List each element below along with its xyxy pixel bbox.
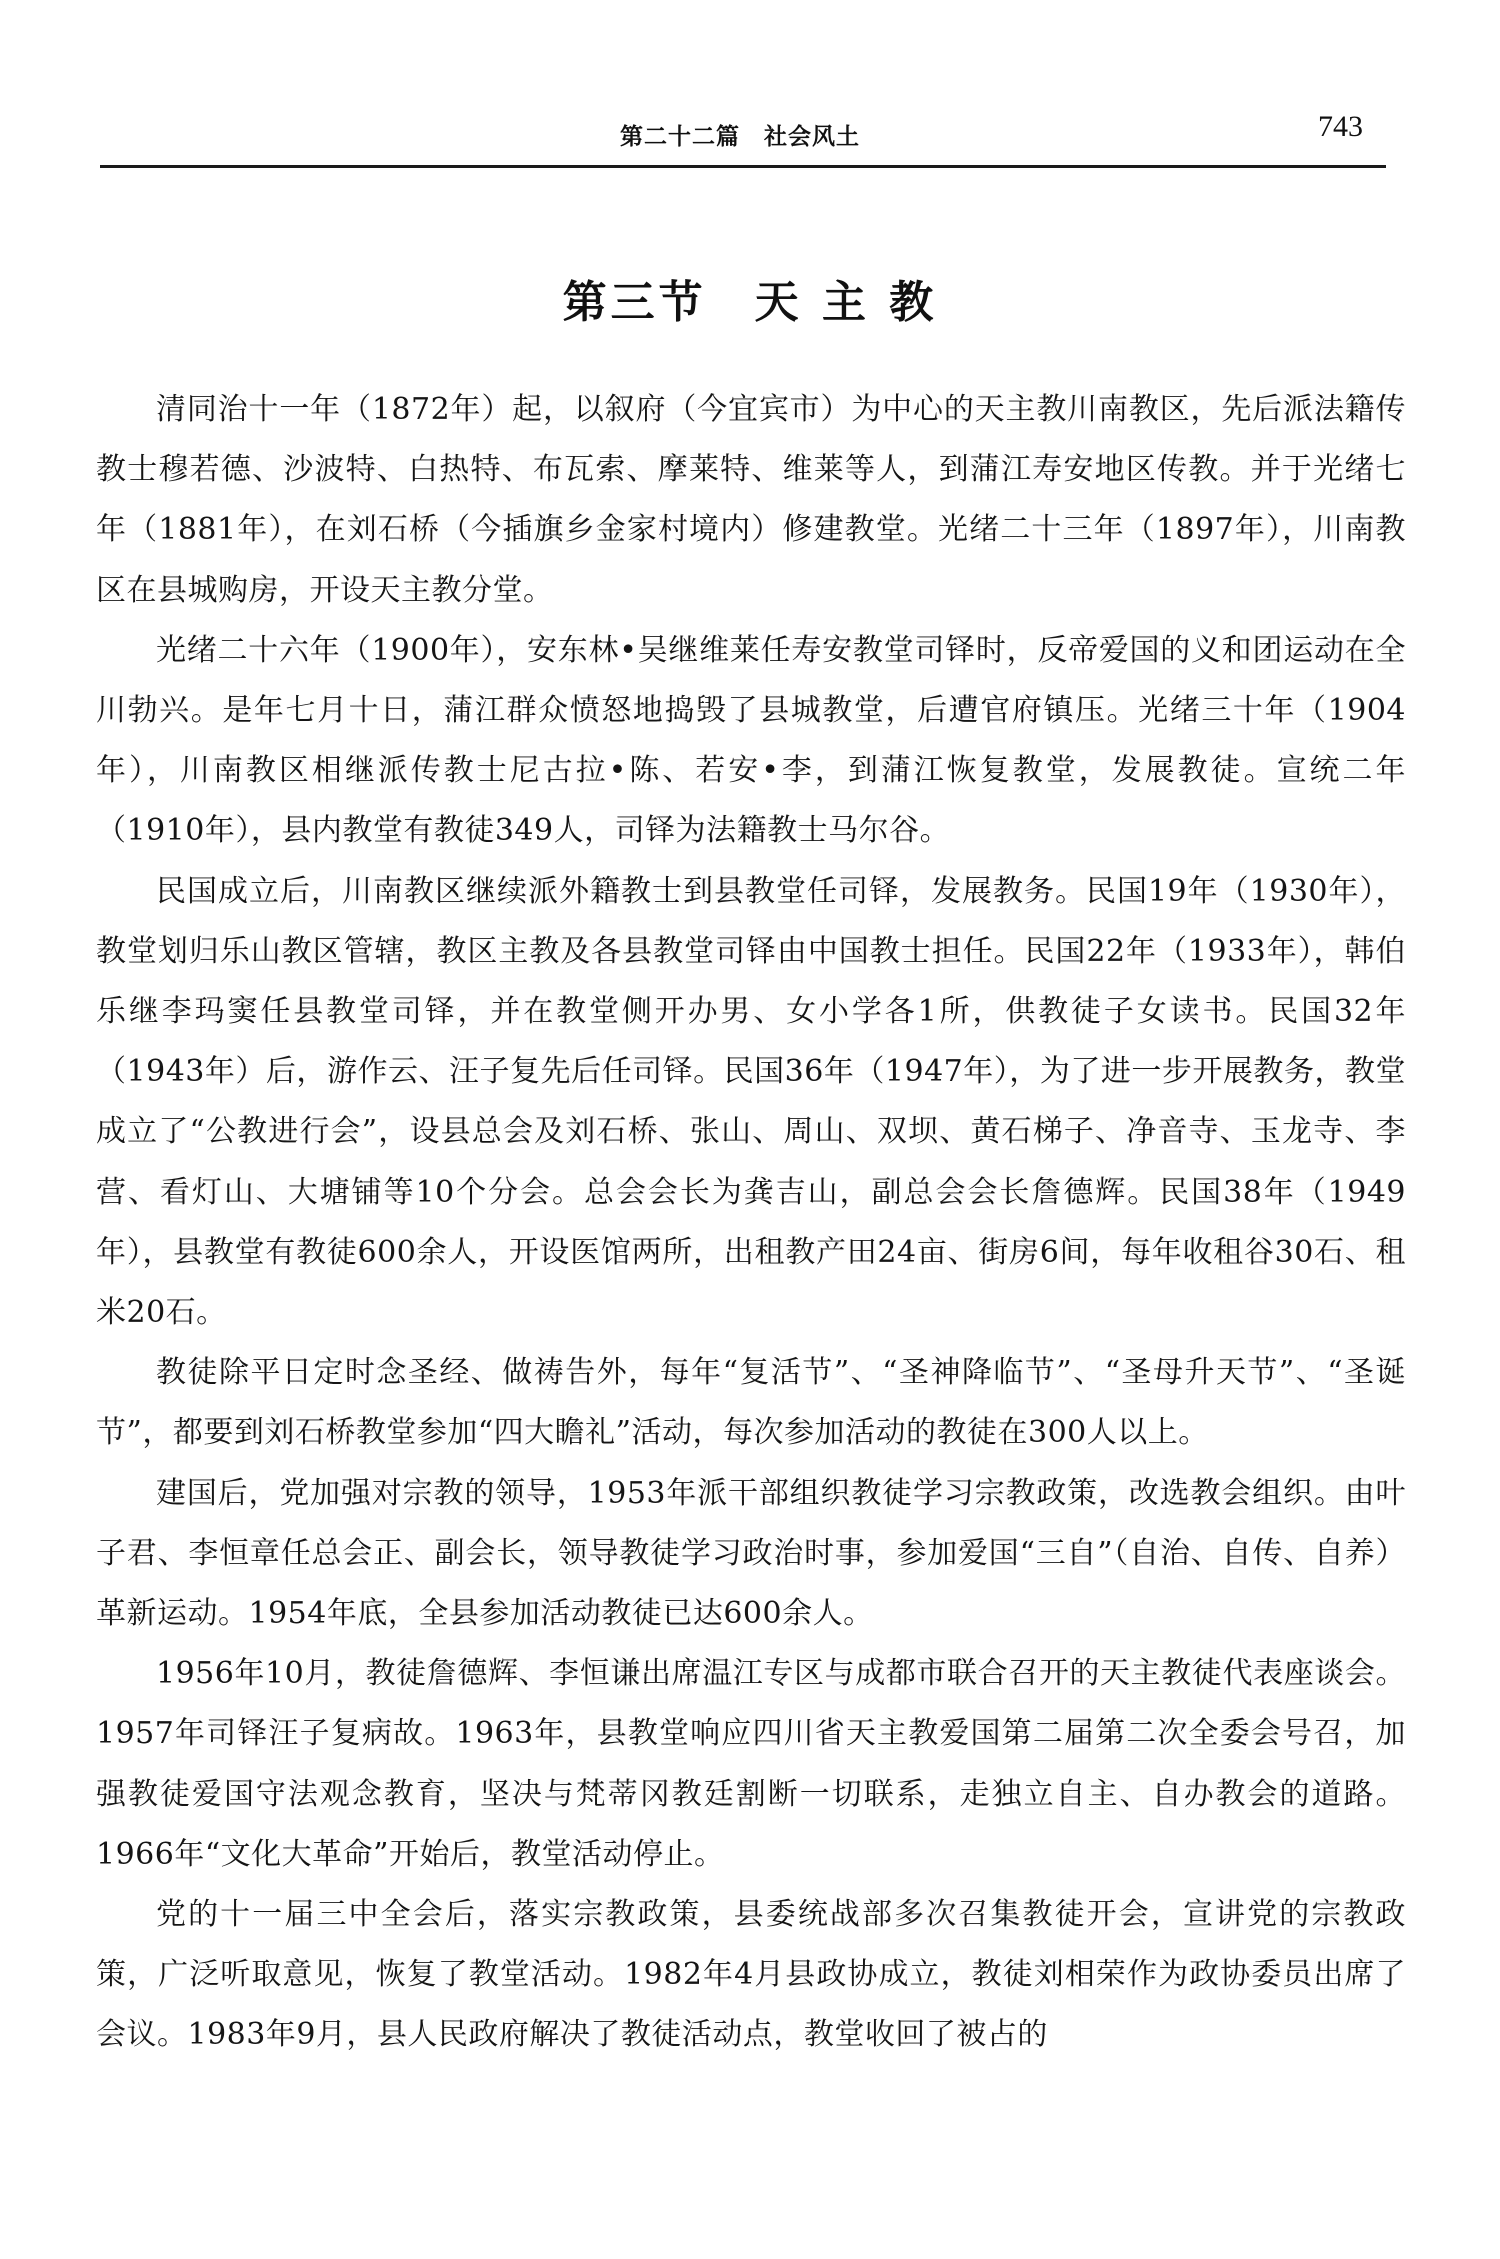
paragraph: 光绪二十六年（1900年），安东林•吴继维莱任寿安教堂司铎时，反帝爱国的义和团运动在全川勃兴。是年七月十日，蒲江群众愤怒地捣毁了县城教堂，后遭官府镇压。光绪三十年（1904年），川南教区相继派传教士尼古拉•陈、若安•李，到蒲江恢复教堂，发展教徒。宣统二年（1910年），县内教堂有教徒349人，司铎为法籍教士马尔谷。 bbox=[96, 632, 1406, 849]
paragraph: 建国后，党加强对宗教的领导，1953年派干部组织教徒学习宗教政策，改选教会组织。由叶子君、李恒章任总会正、副会长，领导教徒学习政治时事，参加爱国“三自”（自治、自传、自养）革新运动。1954年底，全县参加活动教徒已达600余人。 bbox=[96, 1475, 1406, 1632]
running-header-title: 第二十二篇 社会风土 bbox=[620, 124, 860, 150]
page-number: 743 bbox=[1318, 110, 1363, 143]
body-text bbox=[96, 380, 1406, 2066]
section-title: 第三节 天 主 教 bbox=[562, 277, 938, 328]
paragraph: 1956年10月，教徒詹德辉、李恒谦出席温江专区与成都市联合召开的天主教徒代表座谈会。1957年司铎汪子复病故。1963年，县教堂响应四川省天主教爱国第二届第二次全委会号召，加强教徒爱国守法观念教育，坚决与梵蒂冈教廷割断一切联系，走独立自主、自办教会的道路。1966年“文化大革命”开始后，教堂活动停止。 bbox=[96, 1656, 1406, 1872]
paragraph: 民国成立后，川南教区继续派外籍教士到县教堂任司铎，发展教务。民国19年（1930年），教堂划归乐山教区管辖，教区主教及各县教堂司铎由中国教士担任。民国22年（1933年），韩伯乐继李玛窦任县教堂司铎，并在教堂侧开办男、女小学各1所，供教徒子女读书。民国32年（1943年）后，游作云、汪子复先后任司铎。民国36年（1947年），为了进一步开展教务，教堂成立了“公教进行会”，设县总会及刘石桥、张山、周山、双坝、黄石梯子、净音寺、玉龙寺、李营、看灯山、大塘铺等10个分会。总会会长为龚吉山，副总会会长詹德辉。民国38年（1949年），县教堂有教徒600余人，开设医馆两所，出租教产田24亩、街房6间，每年收租谷30石、租米20石。 bbox=[96, 873, 1406, 1331]
header-rule bbox=[100, 165, 1386, 168]
paragraph: 党的十一届三中全会后，落实宗教政策，县委统战部多次召集教徒开会，宣讲党的宗教政策，广泛听取意见，恢复了教堂活动。1982年4月县政协成立，教徒刘相荣作为政协委员出席了会议。1983年9月，县人民政府解决了教徒活动点，教堂收回了被占的 bbox=[96, 1897, 1406, 2053]
paragraph: 教徒除平日定时念圣经、做祷告外，每年“复活节”、“圣神降临节”、“圣母升天节”、“圣诞节”，都要到刘石桥教堂参加“四大瞻礼”活动，每次参加活动的教徒在300人以上。 bbox=[96, 1355, 1406, 1451]
paragraph: 清同治十一年（1872年）起，以叙府（今宜宾市）为中心的天主教川南教区，先后派法籍传教士穆若德、沙波特、白热特、布瓦索、摩莱特、维莱等人，到蒲江寿安地区传教。并于光绪七年（1881年），在刘石桥（今插旗乡金家村境内）修建教堂。光绪二十三年（1897年），川南教区在县城购房，开设天主教分堂。 bbox=[96, 392, 1406, 608]
